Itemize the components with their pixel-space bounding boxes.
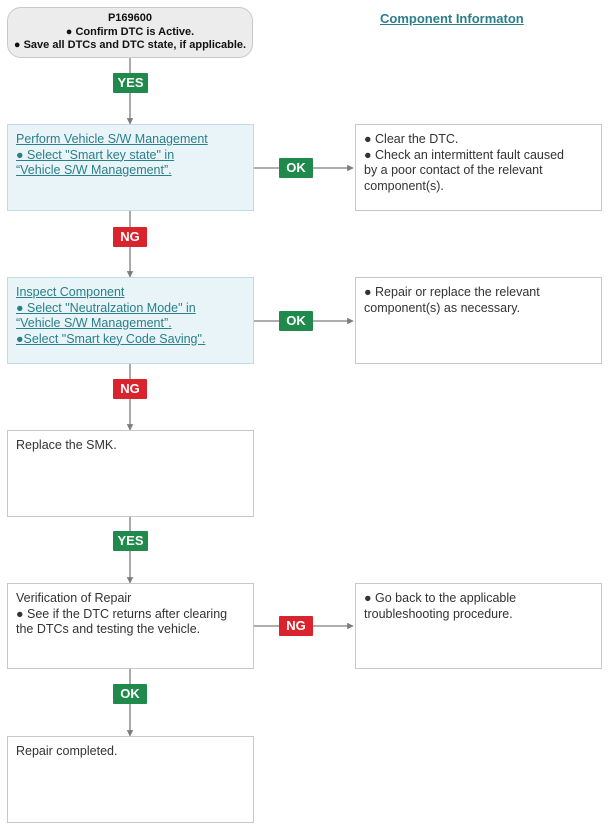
verification-line-2: the DTCs and testing the vehicle. bbox=[16, 622, 201, 636]
badge-ng-inspect: NG bbox=[113, 379, 147, 399]
repair-replace-line-2: component(s) as necessary. bbox=[364, 300, 521, 315]
step-repair-completed bbox=[7, 736, 254, 823]
completed-text: Repair completed. bbox=[16, 744, 118, 758]
repair-replace-line-1: ● Repair or replace the relevant bbox=[364, 285, 540, 299]
clear-dtc-line-2: ● Check an intermittent fault caused bbox=[364, 147, 565, 162]
inspect-line-2[interactable]: “Vehicle S/W Management”. bbox=[16, 316, 172, 330]
step-vehicle-sw-management[interactable] bbox=[7, 124, 254, 211]
verification-line-1: ● See if the DTC returns after clearing bbox=[16, 606, 228, 621]
inspect-title-link[interactable]: Inspect Component bbox=[16, 285, 125, 299]
badge-yes-start: YES bbox=[113, 73, 148, 93]
badge-ok-inspect: OK bbox=[279, 311, 313, 331]
badge-ng-vehicle-sw: NG bbox=[113, 227, 147, 247]
vehicle-sw-line-2[interactable]: “Vehicle S/W Management”. bbox=[16, 163, 172, 177]
clear-dtc-line-1: ● Clear the DTC. bbox=[364, 132, 459, 146]
result-go-back bbox=[355, 583, 602, 669]
step-verification-of-repair bbox=[7, 583, 254, 669]
dtc-code: P169600 bbox=[107, 12, 153, 24]
clear-dtc-line-3: by a poor contact of the relevant bbox=[364, 163, 543, 177]
step-inspect-component[interactable] bbox=[7, 277, 254, 364]
start-line-1: ● Confirm DTC is Active. bbox=[65, 25, 195, 38]
badge-ng-verification: NG bbox=[279, 616, 313, 636]
badge-ok-verification: OK bbox=[113, 684, 147, 704]
go-back-line-1: ● Go back to the applicable bbox=[364, 591, 517, 605]
verification-title: Verification of Repair bbox=[16, 591, 132, 605]
component-information-link[interactable]: Component Informaton bbox=[380, 11, 524, 26]
vehicle-sw-title-link[interactable]: Perform Vehicle S/W Management bbox=[16, 132, 208, 146]
replace-smk-text: Replace the SMK. bbox=[16, 438, 117, 452]
go-back-line-2: troubleshooting procedure. bbox=[364, 606, 513, 621]
vehicle-sw-line-1[interactable]: ● Select "Smart key state" in bbox=[16, 147, 175, 162]
inspect-line-3[interactable]: ●Select "Smart key Code Saving". bbox=[16, 331, 206, 346]
clear-dtc-line-4: component(s). bbox=[364, 178, 444, 193]
result-clear-dtc bbox=[355, 124, 602, 211]
result-repair-or-replace bbox=[355, 277, 602, 364]
badge-ok-vehicle-sw: OK bbox=[279, 158, 313, 178]
step-replace-smk bbox=[7, 430, 254, 517]
start-line-2: ● Save all DTCs and DTC state, if applicable. bbox=[13, 39, 247, 51]
badge-yes-replace-smk: YES bbox=[113, 531, 148, 551]
start-node-dtc bbox=[7, 7, 253, 58]
inspect-line-1[interactable]: ● Select "Neutralzation Mode" in bbox=[16, 300, 196, 315]
